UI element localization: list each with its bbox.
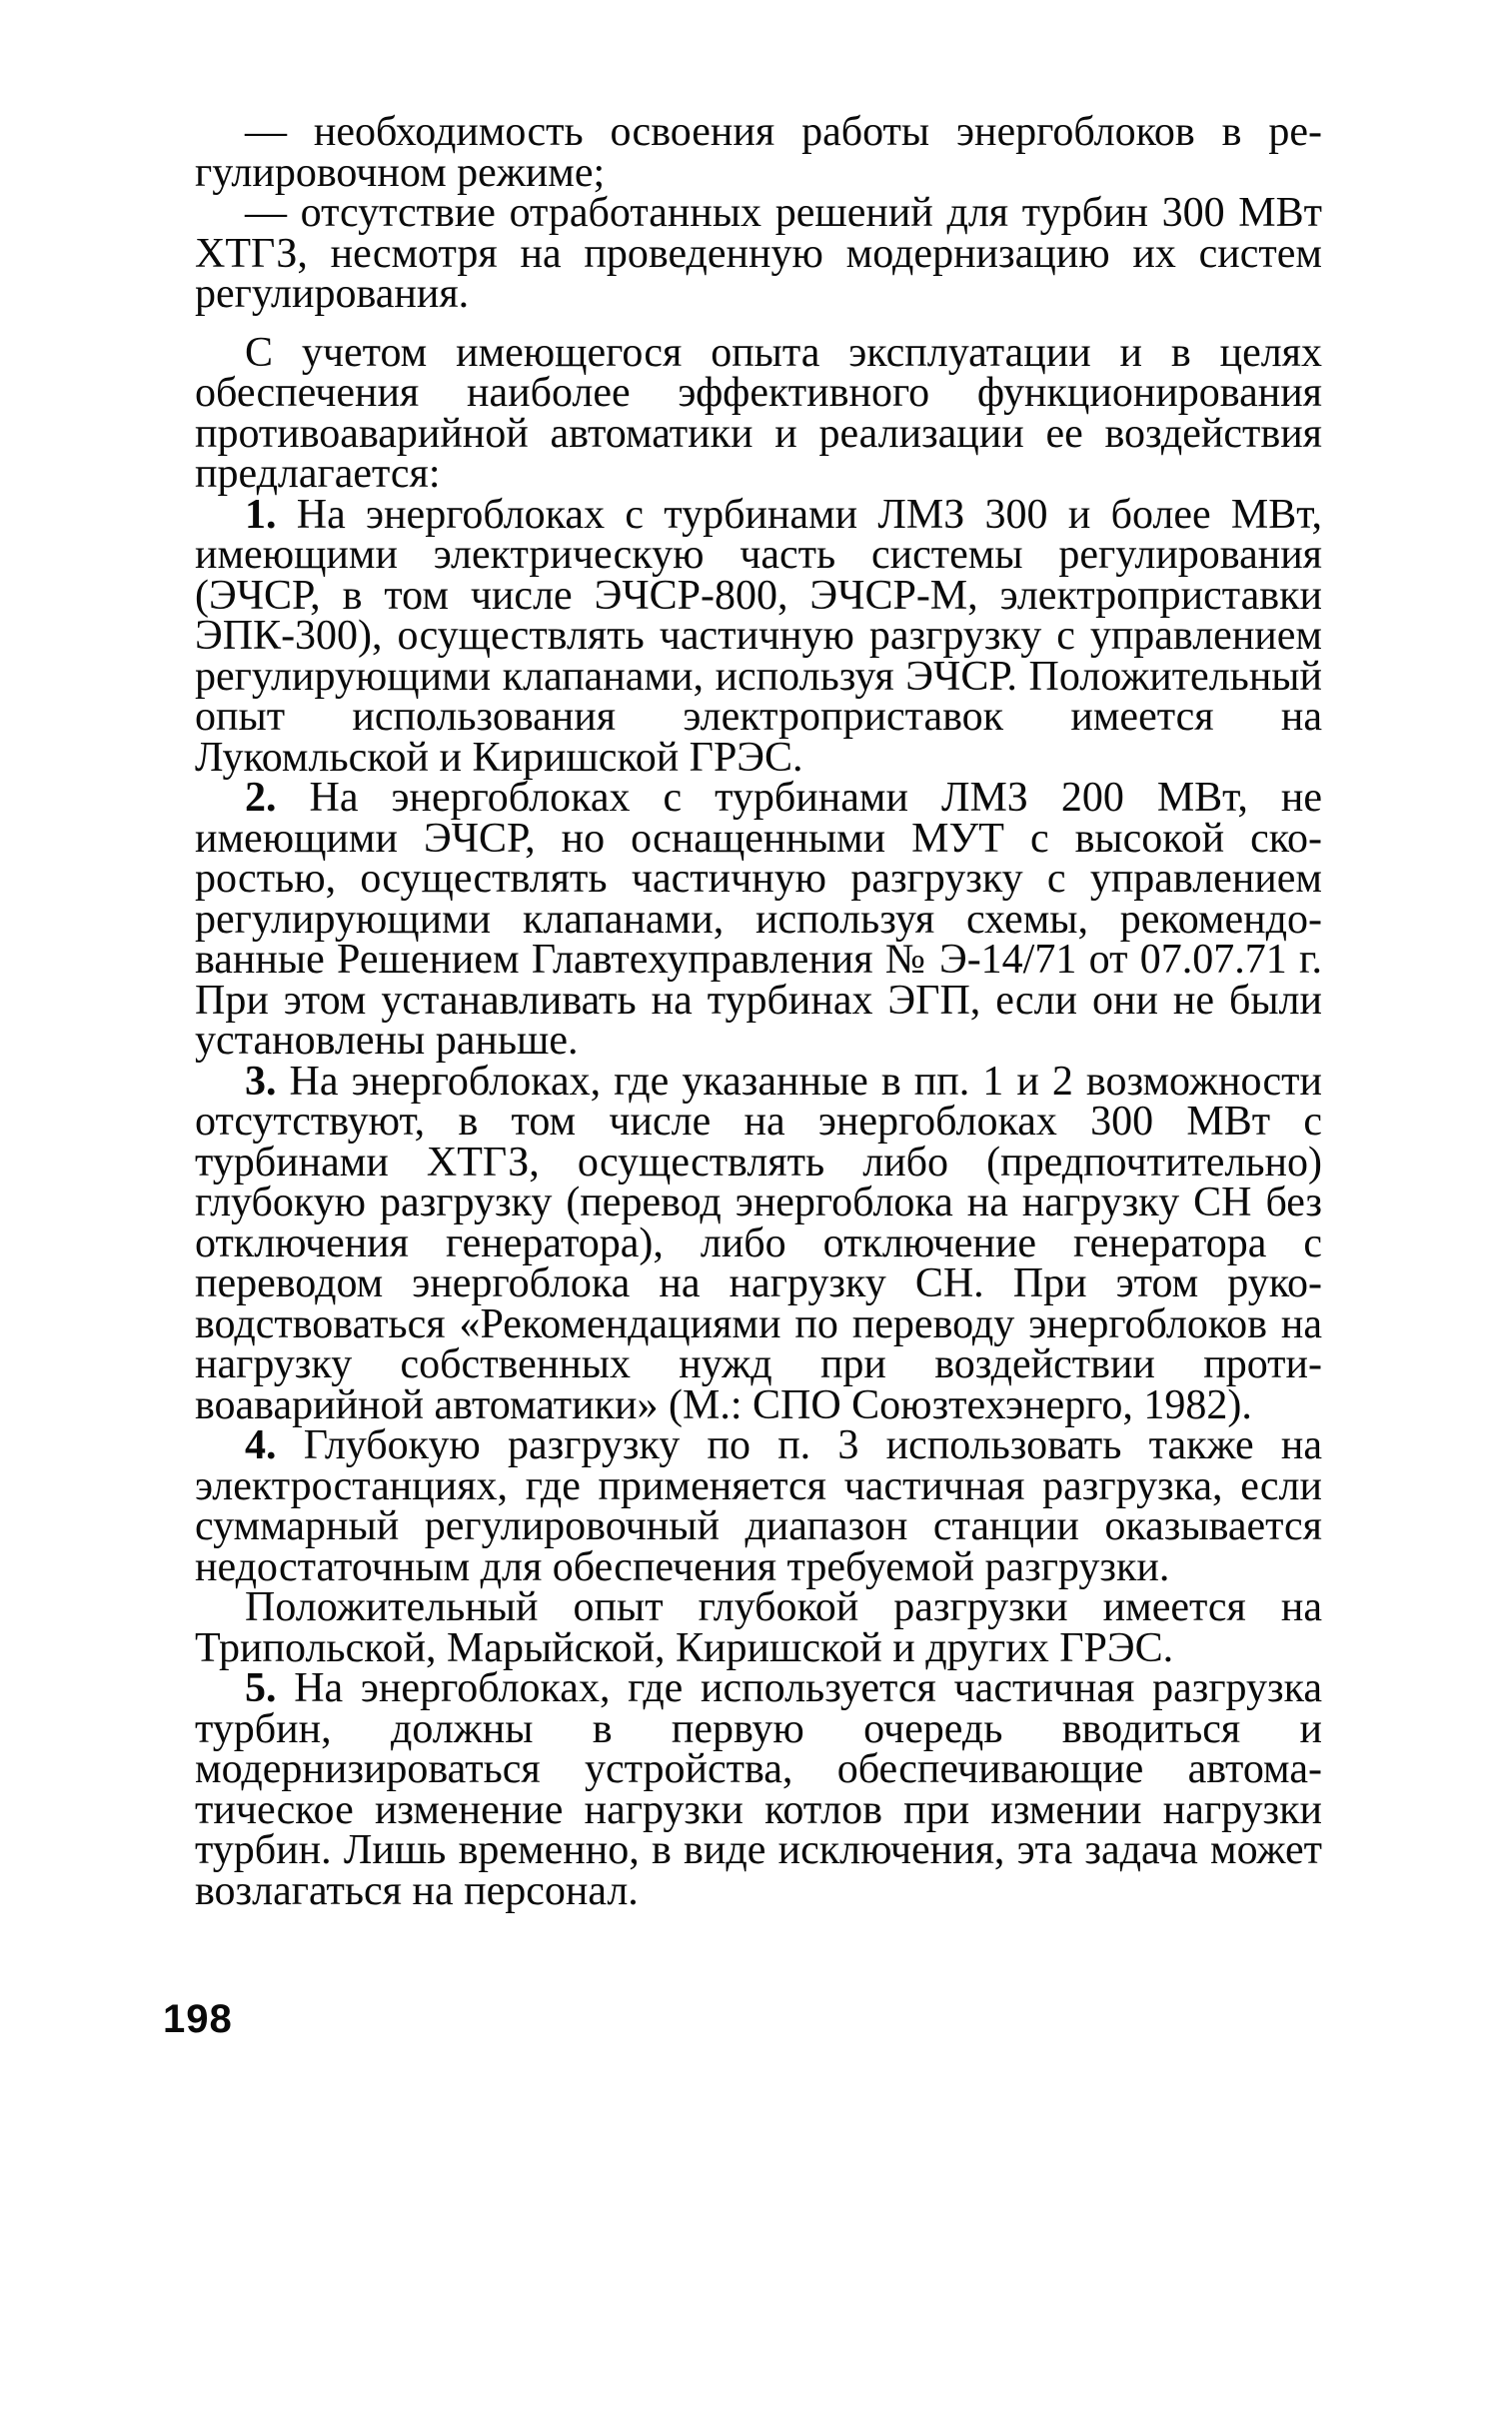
list-item-text: На энергоблоках с турбинами ЛМЗ 200 МВт, не имеющими ЭЧСР, но оснащенными МУТ с высокой скоростью, осуществлять частичную разгрузку с управлением регулирующими клапанами, используя схемы, рекомендованные Решением Главтехуправления № Э-14/71 от 07.07.71 г. При этом устанавливать на турбинах ЭГП, если они не были установлены раньше. bbox=[195, 775, 1322, 1064]
list-item-number: 2. bbox=[245, 775, 277, 821]
list-item-text: На энергоблоках с турбинами ЛМЗ 300 и более МВт, имеющими электрическую часть системы регулирования (ЭЧСР, в том числе ЭЧСР-800, ЭЧСР-М, электроприставки ЭПК-300), осуществлять частичную разгрузку с управлением регулирующими клапанами, используя ЭЧСР. Положительный опыт использования электроприставок имеется на Лукомльской и Киришской ГРЭС. bbox=[195, 491, 1322, 781]
dash-item-2: — отсутствие отработанных решений для турбин 300 МВт ХТГЗ, несмотря на проведенную модернизацию их систем регулирования. bbox=[195, 190, 1322, 317]
list-item-5 bbox=[195, 1665, 1322, 1914]
list-item-3 bbox=[195, 1058, 1322, 1428]
dash-item-1: — необходимость освоения работы энергоблоков в регулировочном режиме; bbox=[195, 109, 1322, 196]
intro-paragraph: С учетом имеющегося опыта эксплуатации и в целях обеспечения наиболее эффективного функционирования противоаварийной автоматики и реализации ее воздействия предлагается: bbox=[195, 329, 1322, 497]
list-item-number: 3. bbox=[245, 1058, 277, 1105]
list-item-1 bbox=[195, 491, 1322, 781]
note-paragraph: Положительный опыт глубокой разгрузки имеется на Трипольской, Марыйской, Киришской и других ГРЭС. bbox=[195, 1584, 1322, 1671]
list-item-number: 5. bbox=[245, 1665, 277, 1711]
list-item-number: 1. bbox=[245, 491, 277, 538]
list-item-text: На энергоблоках, где используется частичная разгрузка турбин, должны в первую очередь вводиться и модернизироваться устройства, обеспечивающие автоматическое изменение нагрузки котлов при измении нагрузки турбин. Лишь временно, в виде исключения, эта задача может возлагаться на персонал. bbox=[195, 1665, 1322, 1914]
list-item-2 bbox=[195, 775, 1322, 1064]
page-number: 198 bbox=[163, 1997, 233, 2041]
list-item-text: На энергоблоках, где указанные в пп. 1 и 2 возможности отсутствуют, в том числе на энергоблоках 300 МВт с турбинами ХТГЗ, осуществлять либо (предпочтительно) глубокую разгрузку (перевод энергоблока на нагрузку СН без отключения генератора), либо отключение генератора с переводом энергоблока на нагрузку СН. При этом руководствоваться «Рекомендациями по переводу энергоблоков на нагрузку собственных нужд при воздействии противоаварийной автоматики» (М.: СПО Союзтехэнерго, 1982). bbox=[195, 1058, 1322, 1428]
list-item-number: 4. bbox=[245, 1422, 277, 1468]
list-item-4 bbox=[195, 1422, 1322, 1590]
page-body bbox=[195, 109, 1322, 1914]
list-item-text: Глубокую разгрузку по п. 3 использовать также на электростанциях, где применяется частичная разгрузка, если суммарный регулировочный диапазон станции оказывается недостаточным для обеспечения требуемой разгрузки. bbox=[195, 1422, 1322, 1590]
